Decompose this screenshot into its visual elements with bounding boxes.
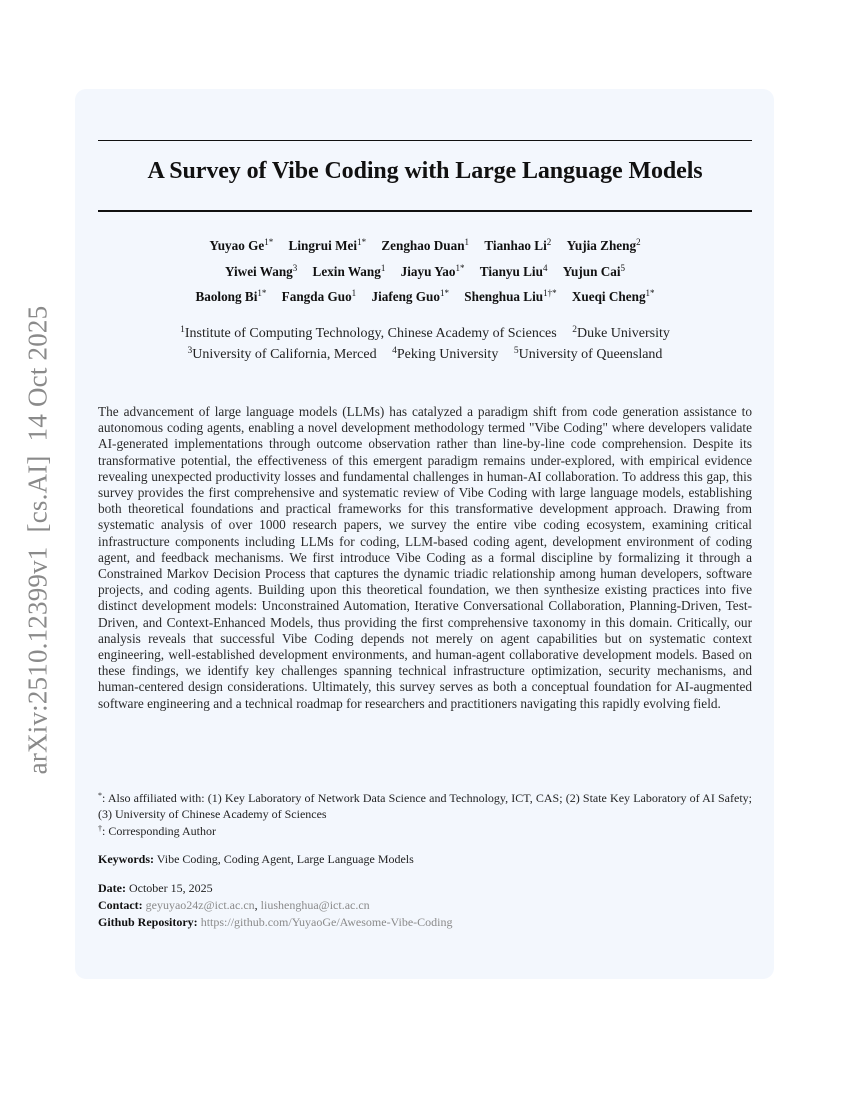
keywords — [98, 852, 752, 867]
arxiv-identifier-stamp — [23, 306, 54, 775]
author: Yujia Zheng$^2$ — [566, 237, 641, 253]
author: Yujun Cai$^5$ — [562, 262, 626, 279]
arxiv-id: arXiv:2510.12399v1 — [22, 546, 53, 775]
abstract: The advancement of large language models (LLMs) has catalyzed a paradigm shift from code generation assistance to autonomous coding agents, enabling a novel development methodology termed "Vibe Coding" where developers validate AI-generated implementations through outcome observation rather than line-by-line code comprehension. Despite its transformative potential, the effectiveness of this emergent paradigm remains under-explored, with empirical evidence revealing unexpected productivity losses and fundamental challenges in human-AI collaboration. To address this gap, this survey provides the first comprehensive and systematic review of Vibe Coding with large language models, establishing both theoretical foundations and practical frameworks for this transformative development approach. Drawing from systematic analysis of over 1000 research papers, we survey the entire vibe coding ecosystem, examining critical infrastructure components including LLMs for coding, LLM-based coding agent, development environment of coding agent, and feedback mechanisms. We first introduce Vibe Coding as a formal discipline by formalizing it through a Constrained Markov Decision Process that captures the dynamic triadic relationship among human developers, software projects, and coding agents. Building upon this theoretical foundation, we then synthesize existing practices into five distinct development models: Unconstrained Automation, Iterative Conversational Collaboration, Planning-Driven, Test-Driven, and Context-Enhanced Models, thus providing the first comprehensive taxonomy in this domain. Critically, our analysis reveals that successful Vibe Coding depends not merely on agent capabilities but on systematic context engineering, well-established development environments, and human-agent collaborative development models. Based on these findings, we identify key challenges spanning technical infrastructure optimization, security mechanisms, and human-centered design considerations. Ultimately, this survey serves as both a conceptual foundation for AI-augmented software engineering and a technical roadmap for researchers and practitioners navigating this rapidly evolving field. — [98, 404, 752, 711]
date-row — [98, 880, 752, 897]
author: Shenghua Liu$^{1\dagger*}$ — [464, 288, 557, 304]
github-label: Github Repository: — [98, 915, 198, 929]
author: Lexin Wang$^1$ — [312, 262, 386, 279]
keywords-label: Keywords: — [98, 852, 154, 866]
affiliation: $^5$University of Queensland — [513, 346, 663, 362]
date-value: October 15, 2025 — [128, 881, 213, 895]
affiliation: $^1$Institute of Computing Technology, Chinese Academy of Sciences — [180, 325, 557, 341]
keywords-value: Vibe Coding, Coding Agent, Large Language Models — [156, 852, 414, 866]
author-list — [98, 233, 752, 310]
affiliation: $^4$Peking University — [392, 346, 499, 362]
also-affiliated-note: *: Also affiliated with: (1) Key Laboratory of Network Data Science and Technology, ICT, CAS; (2) State Key Laboratory of AI Safety; (3) University of Chinese Academy of Sciences — [98, 791, 752, 822]
author: Zenghao Duan$^1$ — [381, 237, 470, 253]
title-bottom-rule — [98, 210, 752, 212]
arxiv-date: 14 Oct 2025 — [22, 305, 53, 442]
affiliation-row-1 — [98, 323, 752, 344]
author: Lingrui Mei$^{1*}$ — [288, 237, 367, 253]
author: Xueqi Cheng$^{1*}$ — [571, 288, 655, 304]
affiliation-list — [98, 323, 752, 365]
paper-metadata — [98, 880, 752, 931]
author-row-3 — [98, 284, 752, 310]
affiliation-row-2 — [98, 344, 752, 365]
author: Jiafeng Guo$^{1*}$ — [371, 288, 449, 304]
corresponding-author-note: †: Corresponding Author — [98, 823, 216, 838]
author: Tianyu Liu$^4$ — [479, 262, 548, 279]
paper-title: A Survey of Vibe Coding with Large Language Models — [147, 158, 703, 184]
contact-label: Contact: — [98, 898, 143, 912]
author: Tianhao Li$^2$ — [484, 237, 552, 253]
author: Jiayu Yao$^{1*}$ — [400, 262, 465, 279]
author: Yuyao $Ge^{1*}$ — [209, 237, 274, 253]
author-row-2 — [98, 259, 752, 285]
date-label: Date: — [98, 881, 126, 895]
contact-row: Contact: geyuyao24z@ict.ac.cn, liushenghua@ict.ac.cn — [98, 898, 370, 912]
github-repository-link[interactable]: https://github.com/YuyaoGe/Awesome-Vibe-Coding — [200, 915, 453, 929]
contact-email-link[interactable]: geyuyao24z@ict.ac.cn — [145, 898, 255, 912]
arxiv-category: [cs.AI] — [22, 455, 53, 533]
author: Baolong $Bi^{1*}$ — [195, 288, 267, 304]
title-top-rule — [98, 140, 752, 141]
author: Fangda Guo$^1$ — [281, 288, 357, 304]
author-notes — [98, 790, 752, 839]
author-row-1 — [98, 233, 752, 259]
affiliation: $^3$University of California, Merced — [187, 346, 377, 362]
author: Yiwei Wang$^3$ — [224, 262, 298, 279]
github-row — [98, 914, 752, 931]
contact-email-link[interactable]: liushenghua@ict.ac.cn — [260, 898, 370, 912]
affiliation: $^2$Duke University — [572, 325, 670, 341]
